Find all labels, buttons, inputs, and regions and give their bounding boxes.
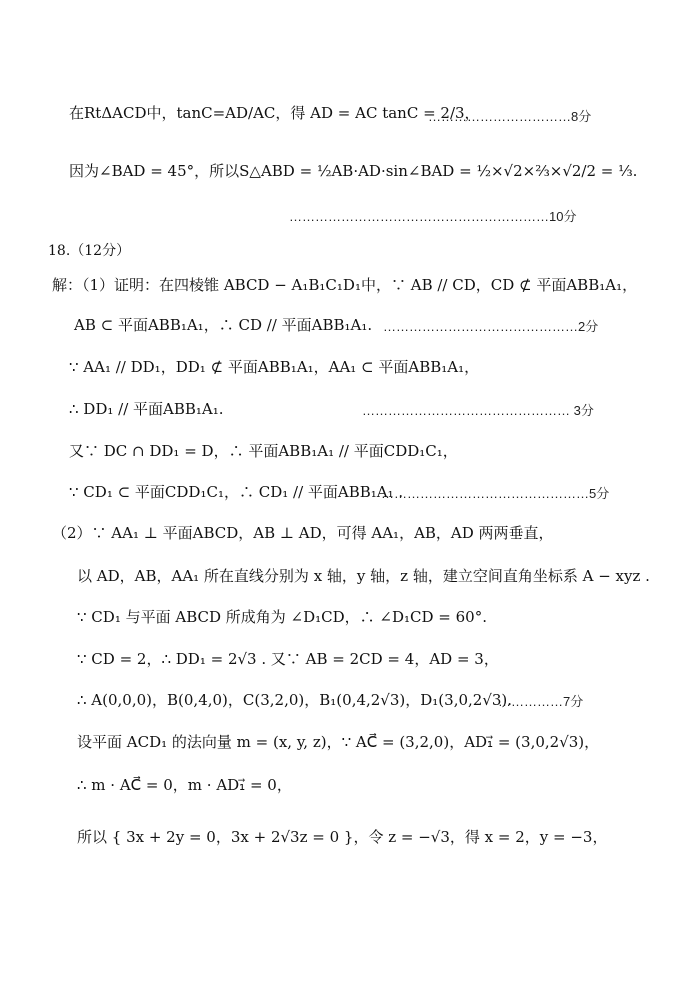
- line-13-text: ∵ CD₁ 与平面 ABCD 所成角为 ∠D₁CD，∴ ∠D₁CD = 60°.: [77, 608, 487, 626]
- line-18-text: 所以 { 3x + 2y = 0，3x + 2√3z = 0 }，令 z = −√3，得 x = 2，y = −3，: [77, 828, 608, 846]
- line-5: [52, 274, 637, 295]
- line-16-text: 设平面 ACD₁ 的法向量 m = (x, y, z)，∵ AC⃗ = (3,2,0)，AD₁⃗ = (3,0,2√3)，: [77, 733, 600, 751]
- line-10-text: ∵ CD₁ ⊂ 平面CDD₁C₁，∴ CD₁ // 平面ABB₁A₁ .: [69, 483, 404, 501]
- line-2: [69, 160, 637, 181]
- line-12: [77, 565, 650, 586]
- score-3: ………………………………………… 3分: [362, 403, 594, 418]
- line-8-text: ∴ DD₁ // 平面ABB₁A₁.: [69, 400, 224, 418]
- line-7: [69, 356, 479, 377]
- line-9: [69, 440, 458, 461]
- problem-18-header: [48, 240, 130, 260]
- line-11-text: （2）∵ AA₁ ⊥ 平面ABCD，AB ⊥ AD，可得 AA₁，AB，AD 两两垂直，: [52, 524, 554, 542]
- line-9-text: 又∵ DC ∩ DD₁ = D，∴ 平面ABB₁A₁ // 平面CDD₁C₁，: [69, 442, 458, 460]
- line-17: [77, 774, 292, 795]
- score-2: ………………………………………2分: [383, 319, 599, 334]
- line-8: [69, 398, 224, 419]
- score-10: ……………………………………………………10分: [289, 209, 577, 224]
- score-5: …………………………………………5分: [381, 486, 610, 501]
- line-14-text: ∵ CD = 2，∴ DD₁ = 2√3 . 又∵ AB = 2CD = 4，AD = 3，: [77, 650, 499, 668]
- line-12-text: 以 AD，AB，AA₁ 所在直线分别为 x 轴，y 轴，z 轴，建立空间直角坐标系 A − xyz .: [77, 567, 650, 585]
- line-2-text: 因为∠BAD = 45°，所以S△ABD = ½AB·AD·sin∠BAD = ½×√2×⅔×√2/2 = ⅓.: [69, 162, 638, 180]
- score-8: ……………………………8分: [428, 109, 592, 124]
- line-17-text: ∴ m · AC⃗ = 0，m · AD₁⃗ = 0，: [77, 776, 292, 794]
- line-6: [74, 314, 372, 335]
- line-14: [77, 648, 499, 669]
- line-6-text: AB ⊂ 平面ABB₁A₁，∴ CD // 平面ABB₁A₁.: [74, 316, 373, 334]
- line-7-text: ∵ AA₁ // DD₁，DD₁ ⊄ 平面ABB₁A₁，AA₁ ⊂ 平面ABB₁A₁，: [69, 358, 480, 376]
- score-7: ……………7分: [498, 694, 584, 709]
- line-15: [77, 689, 512, 710]
- line-11: [52, 522, 554, 543]
- line-16: [77, 731, 599, 752]
- line-15-text: ∴ A(0,0,0)，B(0,4,0)，C(3,2,0)，B₁(0,4,2√3)，D₁(3,0,2√3).: [77, 691, 513, 709]
- line-13: [77, 606, 487, 627]
- line-1: [69, 102, 480, 123]
- line-5-text: 解：（1）证明：在四棱锥 ABCD − A₁B₁C₁D₁中，∵ AB // CD，CD ⊄ 平面ABB₁A₁，: [52, 276, 638, 294]
- problem-18-label: 18.（12分）: [48, 243, 131, 259]
- line-10: [69, 481, 403, 502]
- line-18: [77, 826, 607, 847]
- line-1-text: 在RtΔACD中，tanC=AD/AC，得 AD = AC tanC = 2/3，: [69, 104, 480, 122]
